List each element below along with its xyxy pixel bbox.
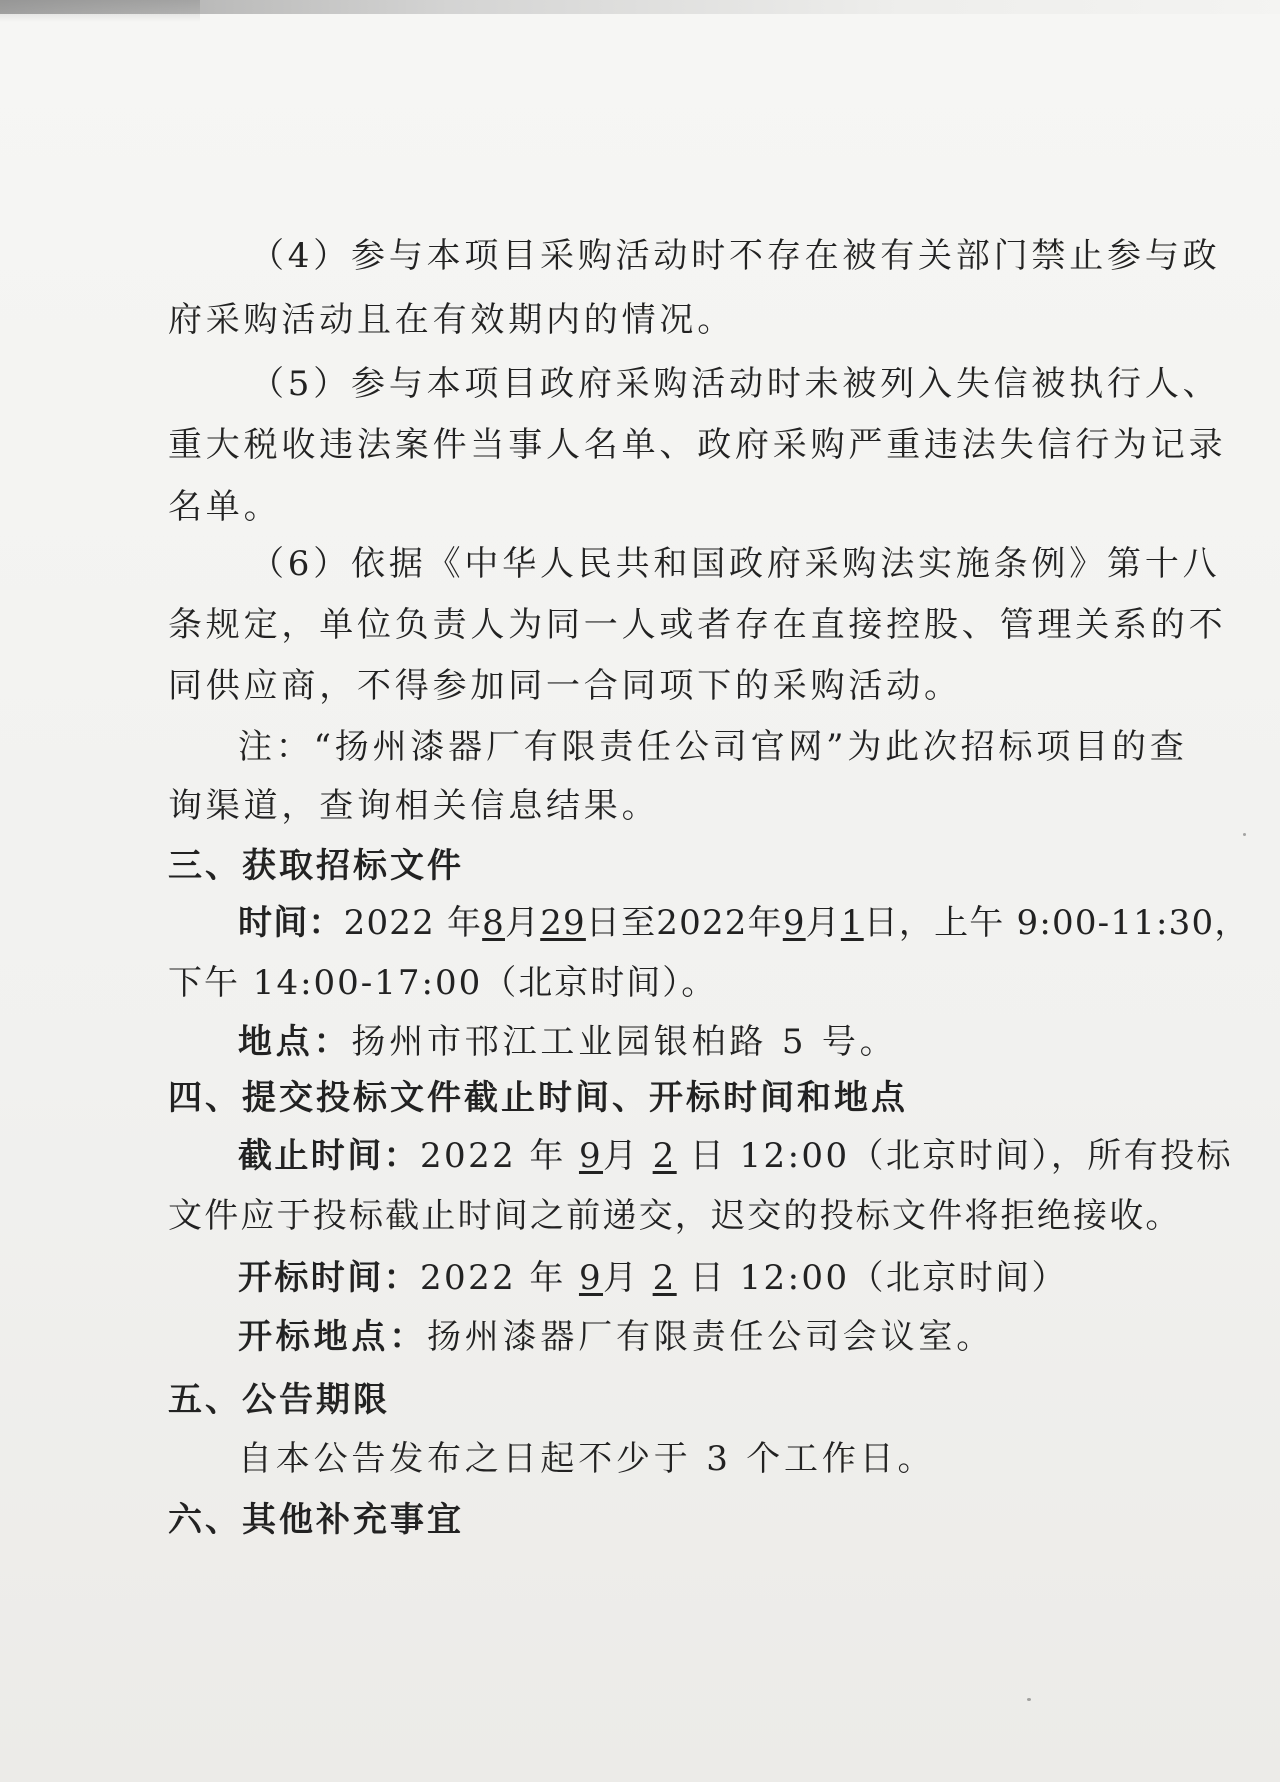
time-day-2: 1 — [840, 903, 864, 943]
time-year-2: 2022 — [656, 903, 748, 943]
open-time-rest: 日 12:00（北京时间） — [689, 1258, 1068, 1298]
open-time-month: 9 — [578, 1258, 604, 1298]
note-line-2: 询渠道，查询相关信息结果。 — [168, 786, 660, 826]
section-5-text: 自本公告发布之日起不少于 3 个工作日。 — [238, 1439, 936, 1479]
open-place-line — [238, 1317, 994, 1357]
paragraph-item-5-line-2: 重大税收违法案件当事人名单、政府采购严重违法失信行为记录 — [168, 425, 1227, 465]
open-time-month-suffix: 月 — [603, 1258, 640, 1298]
place-value: 扬州市邗江工业园银柏路 5 号。 — [351, 1022, 898, 1062]
deadline-month: 9 — [578, 1136, 604, 1176]
section-5-heading: 五、公告期限 — [168, 1380, 390, 1420]
section-6-heading: 六、其他补充事宜 — [168, 1500, 464, 1540]
time-year-1: 2022 — [343, 903, 435, 943]
time-line-1 — [238, 903, 1250, 943]
open-time-year: 2022 年 — [420, 1258, 566, 1298]
time-year-1-suffix: 年 — [446, 903, 483, 943]
section-4-heading: 四、提交投标文件截止时间、开标时间和地点 — [168, 1078, 908, 1118]
time-month-1-suffix: 月 — [505, 903, 541, 943]
time-label: 时间： — [238, 903, 344, 943]
scan-speck — [1243, 833, 1246, 836]
open-time-day: 2 — [652, 1258, 677, 1298]
time-day-1: 29 — [540, 903, 586, 943]
time-month-1: 8 — [482, 903, 505, 943]
deadline-day: 2 — [652, 1136, 677, 1176]
deadline-month-suffix: 月 — [603, 1136, 640, 1176]
time-line-2: 下午 14:00-17:00（北京时间）。 — [168, 963, 718, 1003]
place-line — [238, 1022, 897, 1062]
paragraph-item-5-line-3: 名单。 — [168, 487, 282, 527]
time-day-1-suffix: 日至 — [585, 903, 657, 943]
deadline-year: 2022 年 — [420, 1136, 566, 1176]
time-year-2-suffix: 年 — [747, 903, 783, 943]
open-time-line — [238, 1258, 1068, 1298]
deadline-line-2: 文件应于投标截止时间之前递交，迟交的投标文件将拒绝接收。 — [168, 1196, 1182, 1236]
open-place-value: 扬州漆器厂有限责任公司会议室。 — [427, 1317, 994, 1357]
paragraph-item-4-line-2: 府采购活动且在有效期内的情况。 — [168, 300, 735, 340]
note-line-1: 注：“扬州漆器厂有限责任公司官网”为此次招标项目的查 — [238, 727, 1188, 767]
time-month-2: 9 — [782, 903, 806, 943]
time-month-2-suffix: 月 — [805, 903, 841, 943]
time-day-2-suffix: 日，上午 9:00-11:30， — [863, 903, 1250, 943]
scan-speck — [1027, 1698, 1031, 1701]
open-place-label: 开标地点： — [238, 1317, 427, 1357]
paragraph-item-6-line-2: 条规定，单位负责人为同一人或者存在直接控股、管理关系的不 — [168, 605, 1227, 645]
paragraph-item-4-line-1: （4）参与本项目采购活动时不存在被有关部门禁止参与政 — [250, 236, 1221, 276]
deadline-label: 截止时间： — [238, 1136, 420, 1176]
paragraph-item-5-line-1: （5）参与本项目政府采购活动时未被列入失信被执行人、 — [250, 364, 1221, 404]
paragraph-item-6-line-3: 同供应商，不得参加同一合同项下的采购活动。 — [168, 666, 962, 706]
paragraph-item-6-line-1: （6）依据《中华人民共和国政府采购法实施条例》第十八 — [250, 544, 1221, 584]
section-3-heading: 三、获取招标文件 — [168, 846, 464, 886]
place-label: 地点： — [238, 1022, 352, 1062]
open-time-label: 开标时间： — [238, 1258, 420, 1298]
scan-corner-shadow — [0, 0, 200, 22]
deadline-rest: 日 12:00（北京时间），所有投标 — [689, 1136, 1233, 1176]
deadline-line-1 — [238, 1136, 1233, 1176]
